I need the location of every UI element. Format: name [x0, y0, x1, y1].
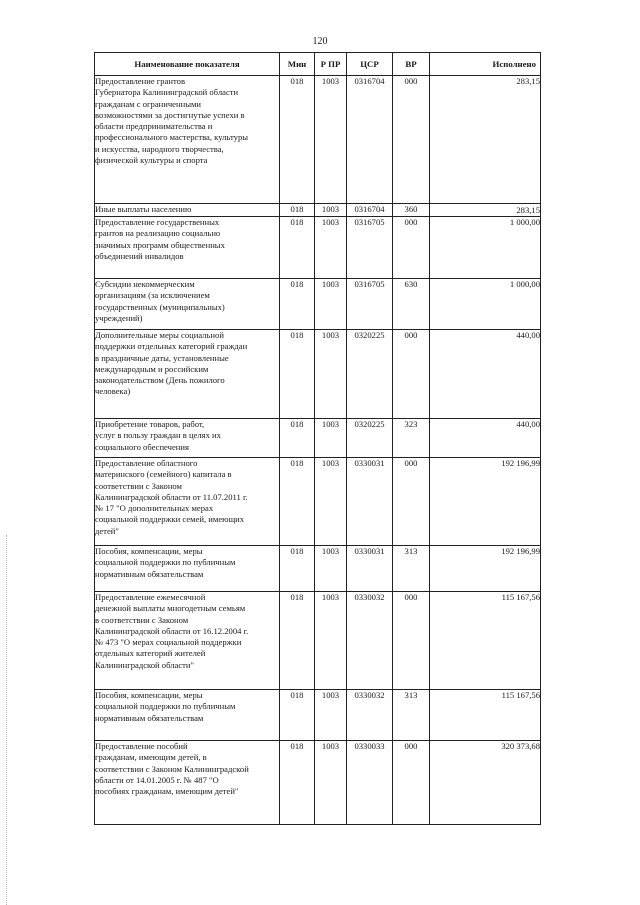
row-amount: 115 167,56	[430, 690, 541, 741]
row-name: Субсидии некоммерческим организациям (за исключением государственных (муниципальных) учреждений)	[95, 279, 280, 330]
row-vr: 000	[393, 217, 430, 279]
row-rpr: 1003	[315, 76, 347, 204]
row-vr: 000	[393, 330, 430, 419]
row-amount: 1 000,00	[430, 217, 541, 279]
row-name: Предоставление грантов Губернатора Калининградской области гражданам с ограниченными возможностями за достигнутые успехи в области предпринимательства и профессионального мастерства, культуры и искусства, народного творчества, физической культуры и спорта	[95, 76, 280, 204]
row-vr: 000	[393, 458, 430, 546]
row-csr: 0320225	[347, 330, 393, 419]
row-rpr: 1003	[315, 204, 347, 217]
table-header-row	[95, 53, 541, 76]
row-csr: 0320225	[347, 419, 393, 458]
row-amount: 1 000,00	[430, 279, 541, 330]
row-rpr: 1003	[315, 419, 347, 458]
row-csr: 0316704	[347, 204, 393, 217]
table-row	[95, 419, 541, 458]
row-min: 018	[280, 330, 315, 419]
row-vr: 360	[393, 204, 430, 217]
row-min: 018	[280, 546, 315, 592]
page-number: 120	[312, 36, 328, 47]
row-min: 018	[280, 217, 315, 279]
row-rpr: 1003	[315, 546, 347, 592]
scan-margin-line	[6, 535, 8, 905]
row-min: 018	[280, 690, 315, 741]
row-csr: 0330031	[347, 458, 393, 546]
row-min: 018	[280, 592, 315, 690]
row-min: 018	[280, 204, 315, 217]
row-amount: 283,15	[430, 76, 541, 204]
row-rpr: 1003	[315, 217, 347, 279]
row-amount: 440,00	[430, 330, 541, 419]
row-vr: 000	[393, 592, 430, 690]
table-row	[95, 690, 541, 741]
row-amount: 283,15	[430, 204, 541, 217]
table-row	[95, 458, 541, 546]
row-vr: 323	[393, 419, 430, 458]
row-csr: 0330033	[347, 741, 393, 825]
table-row	[95, 592, 541, 690]
row-vr: 313	[393, 546, 430, 592]
header-csr: ЦСР	[347, 53, 393, 76]
row-rpr: 1003	[315, 330, 347, 419]
row-min: 018	[280, 279, 315, 330]
row-csr: 0316704	[347, 76, 393, 204]
row-min: 018	[280, 76, 315, 204]
row-name: Иные выплаты населению	[95, 204, 280, 217]
table-row	[95, 204, 541, 217]
row-rpr: 1003	[315, 279, 347, 330]
table-row	[95, 546, 541, 592]
row-rpr: 1003	[315, 592, 347, 690]
header-amount: Исполнено	[430, 53, 541, 76]
row-csr: 0316705	[347, 279, 393, 330]
row-name: Предоставление ежемесячной денежной выплаты многодетным семьям в соответствии с Законом Калининградской области от 16.12.2004 г. № 473 "О мерах социальной поддержки отдельных категорий жителей Калининградской области"	[95, 592, 280, 690]
header-min: Мин	[280, 53, 315, 76]
row-vr: 630	[393, 279, 430, 330]
row-rpr: 1003	[315, 458, 347, 546]
row-amount: 440,00	[430, 419, 541, 458]
table-row	[95, 76, 541, 204]
row-vr: 000	[393, 76, 430, 204]
row-min: 018	[280, 741, 315, 825]
row-name: Дополнительные меры социальной поддержки отдельных категорий граждан в праздничные даты, установленные международным и российским законодательством (День пожилого человека)	[95, 330, 280, 419]
row-min: 018	[280, 458, 315, 546]
row-csr: 0316705	[347, 217, 393, 279]
row-name: Предоставление государственных грантов на реализацию социально значимых программ общественных объединений инвалидов	[95, 217, 280, 279]
row-min: 018	[280, 419, 315, 458]
table-row	[95, 217, 541, 279]
table-row	[95, 330, 541, 419]
row-amount: 115 167,56	[430, 592, 541, 690]
row-name: Предоставление областного материнского (семейного) капитала в соответствии с Законом Калининградской области от 11.07.2011 г. № 17 "О дополнительных мерах социальной поддержки семей, имеющих детей"	[95, 458, 280, 546]
header-name: Наименование показателя	[95, 53, 280, 76]
row-vr: 000	[393, 741, 430, 825]
row-csr: 0330031	[347, 546, 393, 592]
header-rpr: Р ПР	[315, 53, 347, 76]
row-amount: 192 196,99	[430, 458, 541, 546]
row-csr: 0330032	[347, 592, 393, 690]
table-row	[95, 279, 541, 330]
header-vr: ВР	[393, 53, 430, 76]
row-rpr: 1003	[315, 690, 347, 741]
row-amount: 192 196,99	[430, 546, 541, 592]
row-rpr: 1003	[315, 741, 347, 825]
row-amount: 320 373,68	[430, 741, 541, 825]
row-name: Предоставление пособий гражданам, имеющим детей, в соответствии с Законом Калининградской области от 14.01.2005 г. № 487 "О пособиях гражданам, имеющим детей"	[95, 741, 280, 825]
table-row	[95, 741, 541, 825]
row-vr: 313	[393, 690, 430, 741]
row-name: Приобретение товаров, работ, услуг в пользу граждан в целях их социального обеспечения	[95, 419, 280, 458]
row-name: Пособия, компенсации, меры социальной поддержки по публичным нормативным обязательствам	[95, 690, 280, 741]
row-name: Пособия, компенсации, меры социальной поддержки по публичным нормативным обязательствам	[95, 546, 280, 592]
row-csr: 0330032	[347, 690, 393, 741]
budget-table	[94, 52, 541, 825]
